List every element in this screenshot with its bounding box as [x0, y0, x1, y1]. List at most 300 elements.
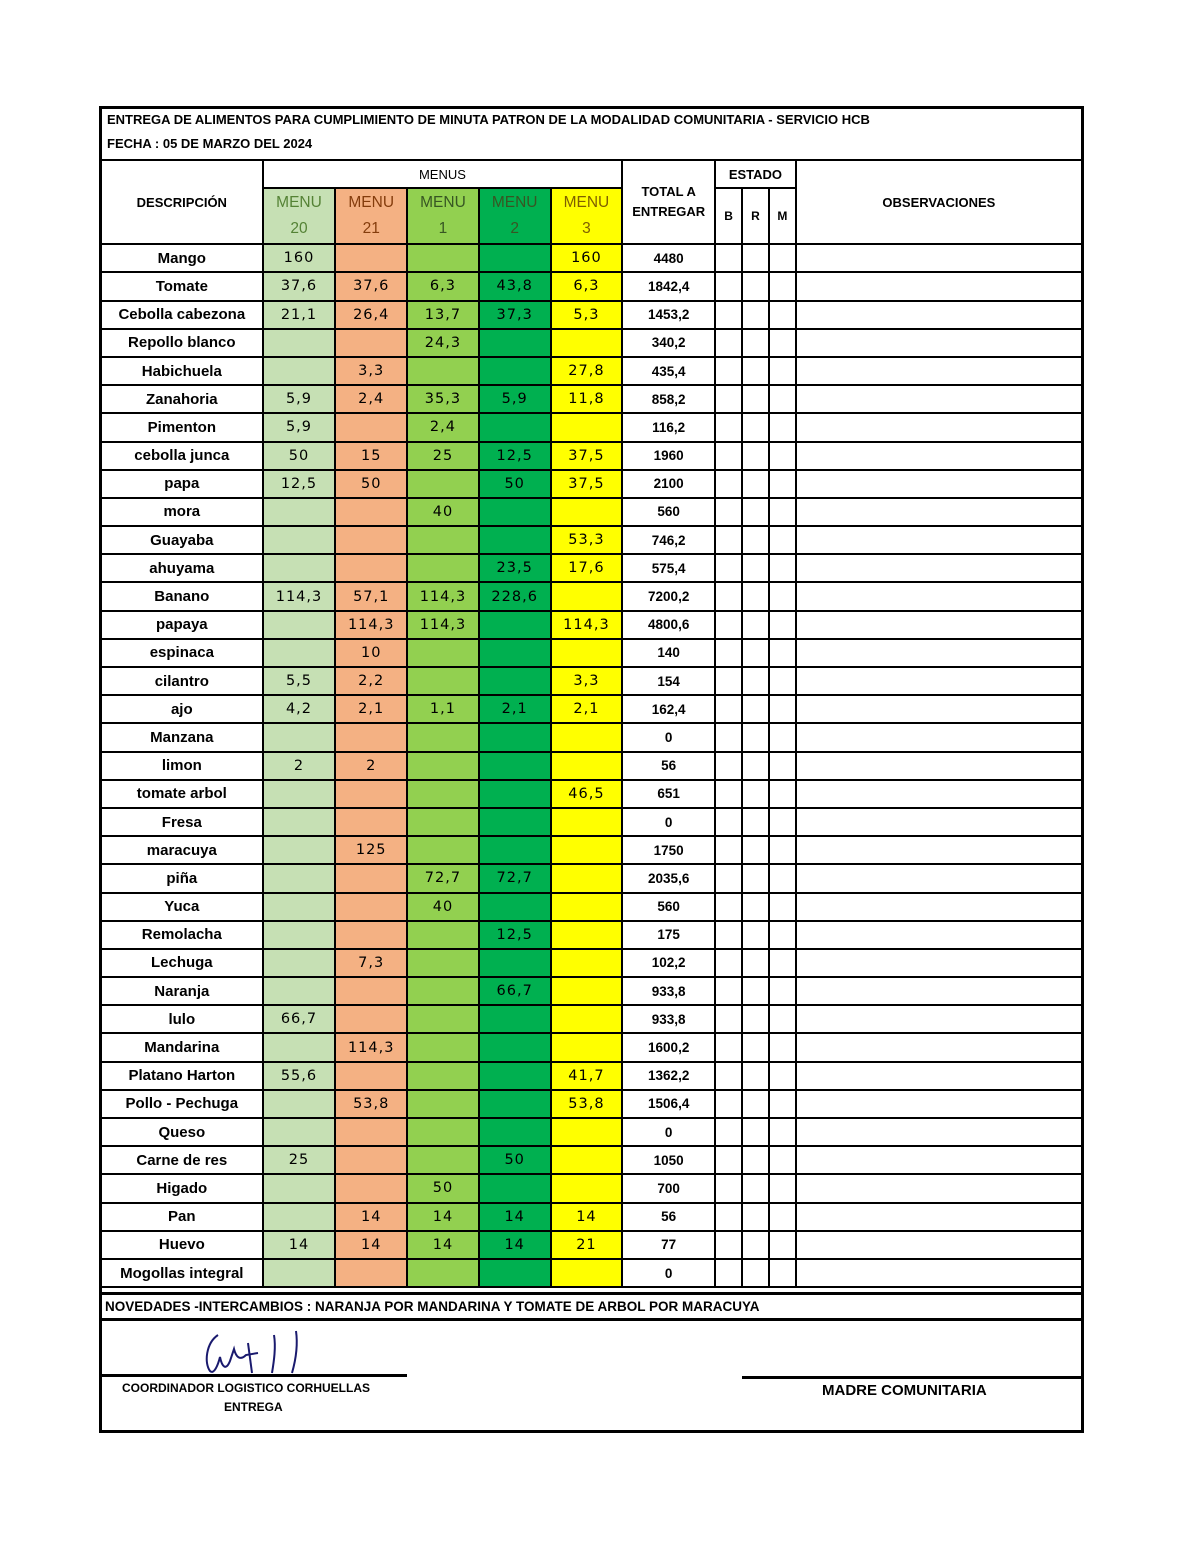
- table-row: [102, 272, 1081, 300]
- menu-2-quantity: [479, 1062, 551, 1090]
- menu-2-quantity: [479, 836, 551, 864]
- estado-m-cell[interactable]: [769, 921, 796, 949]
- menu-3-quantity: 41,7: [551, 1062, 623, 1090]
- food-description: tomate arbol: [102, 780, 263, 808]
- table-row: [102, 1005, 1081, 1033]
- food-description: ajo: [102, 695, 263, 723]
- menu-21-quantity: [335, 526, 407, 554]
- estado-b-cell[interactable]: [715, 329, 742, 357]
- estado-m-cell[interactable]: [769, 442, 796, 470]
- estado-m-cell[interactable]: [769, 413, 796, 441]
- observaciones-cell[interactable]: [796, 808, 1081, 836]
- table-row: [102, 1090, 1081, 1118]
- observaciones-cell[interactable]: [796, 667, 1081, 695]
- menu-2-quantity: [479, 893, 551, 921]
- menu-3-quantity: 53,3: [551, 526, 623, 554]
- estado-r-cell[interactable]: [742, 667, 769, 695]
- total-quantity: 858,2: [622, 385, 715, 413]
- table-row: [102, 949, 1081, 977]
- total-quantity: 2100: [622, 470, 715, 498]
- observaciones-cell[interactable]: [796, 1259, 1081, 1287]
- estado-b-header: B: [715, 188, 742, 244]
- menu-20-quantity: [263, 1118, 336, 1146]
- food-description: cebolla junca: [102, 442, 263, 470]
- estado-r-cell[interactable]: [742, 1118, 769, 1146]
- food-description: Manzana: [102, 723, 263, 751]
- observaciones-cell[interactable]: [796, 1005, 1081, 1033]
- table-row: [102, 329, 1081, 357]
- estado-r-cell[interactable]: [742, 1259, 769, 1287]
- observaciones-cell[interactable]: [796, 893, 1081, 921]
- estado-b-cell[interactable]: [715, 752, 742, 780]
- estado-b-cell[interactable]: [715, 1005, 742, 1033]
- observaciones-cell[interactable]: [796, 949, 1081, 977]
- total-quantity: 4800,6: [622, 611, 715, 639]
- estado-b-cell[interactable]: [715, 977, 742, 1005]
- menu-3-quantity: 11,8: [551, 385, 623, 413]
- estado-m-cell[interactable]: [769, 723, 796, 751]
- estado-m-cell[interactable]: [769, 752, 796, 780]
- observaciones-cell[interactable]: [796, 921, 1081, 949]
- total-quantity: 651: [622, 780, 715, 808]
- food-description: Pan: [102, 1203, 263, 1231]
- estado-r-cell[interactable]: [742, 526, 769, 554]
- observaciones-cell[interactable]: [796, 442, 1081, 470]
- table-row: [102, 1203, 1081, 1231]
- estado-r-cell[interactable]: [742, 780, 769, 808]
- menu-21-quantity: [335, 1062, 407, 1090]
- estado-b-cell[interactable]: [715, 1203, 742, 1231]
- total-quantity: 435,4: [622, 357, 715, 385]
- estado-b-cell[interactable]: [715, 1118, 742, 1146]
- estado-m-cell[interactable]: [769, 1203, 796, 1231]
- estado-b-cell[interactable]: [715, 244, 742, 272]
- estado-b-cell[interactable]: [715, 1062, 742, 1090]
- menu-3-quantity: [551, 752, 623, 780]
- menu-20-quantity: 66,7: [263, 1005, 336, 1033]
- menu-21-quantity: 14: [335, 1203, 407, 1231]
- observaciones-cell[interactable]: [796, 244, 1081, 272]
- menu-2-quantity: [479, 498, 551, 526]
- estado-m-cell[interactable]: [769, 329, 796, 357]
- menu-21-quantity: [335, 554, 407, 582]
- menu-3-quantity: 46,5: [551, 780, 623, 808]
- menu-2-quantity: 14: [479, 1231, 551, 1259]
- estado-b-cell[interactable]: [715, 1033, 742, 1061]
- estado-b-cell[interactable]: [715, 272, 742, 300]
- total-quantity: 0: [622, 1259, 715, 1287]
- menu-2-quantity: 43,8: [479, 272, 551, 300]
- menu-2-quantity: [479, 752, 551, 780]
- observaciones-cell[interactable]: [796, 526, 1081, 554]
- estado-m-cell[interactable]: [769, 836, 796, 864]
- observaciones-cell[interactable]: [796, 413, 1081, 441]
- menu-2-quantity: 14: [479, 1203, 551, 1231]
- total-quantity: 1842,4: [622, 272, 715, 300]
- total-quantity: 1453,2: [622, 301, 715, 329]
- menu-2-quantity: [479, 1259, 551, 1287]
- estado-b-cell[interactable]: [715, 498, 742, 526]
- observaciones-cell[interactable]: [796, 836, 1081, 864]
- estado-r-cell[interactable]: [742, 752, 769, 780]
- food-description: Yuca: [102, 893, 263, 921]
- estado-r-cell[interactable]: [742, 949, 769, 977]
- menu-2-quantity: 66,7: [479, 977, 551, 1005]
- estado-m-cell[interactable]: [769, 808, 796, 836]
- menu-21-quantity: [335, 1174, 407, 1202]
- observaciones-cell[interactable]: [796, 470, 1081, 498]
- menu-21-quantity: 114,3: [335, 611, 407, 639]
- menu-20-quantity: [263, 611, 336, 639]
- estado-b-cell[interactable]: [715, 1259, 742, 1287]
- estado-m-cell[interactable]: [769, 864, 796, 892]
- observaciones-cell[interactable]: [796, 695, 1081, 723]
- estado-m-cell[interactable]: [769, 498, 796, 526]
- food-description: maracuya: [102, 836, 263, 864]
- observaciones-cell[interactable]: [796, 329, 1081, 357]
- estado-m-cell[interactable]: [769, 526, 796, 554]
- food-description: Tomate: [102, 272, 263, 300]
- menu-1-quantity: 114,3: [407, 582, 479, 610]
- menu-1-quantity: 114,3: [407, 611, 479, 639]
- delivery-sheet: [99, 106, 1084, 1433]
- estado-m-cell[interactable]: [769, 1231, 796, 1259]
- observaciones-cell[interactable]: [796, 1146, 1081, 1174]
- estado-b-cell[interactable]: [715, 667, 742, 695]
- estado-r-cell[interactable]: [742, 554, 769, 582]
- observaciones-cell[interactable]: [796, 1090, 1081, 1118]
- food-description: Mogollas integral: [102, 1259, 263, 1287]
- menu-3-quantity: [551, 1174, 623, 1202]
- estado-r-cell[interactable]: [742, 498, 769, 526]
- menu-1-quantity: 6,3: [407, 272, 479, 300]
- menu-1-quantity: [407, 921, 479, 949]
- menu-21-quantity: [335, 921, 407, 949]
- food-description: Guayaba: [102, 526, 263, 554]
- estado-b-cell[interactable]: [715, 723, 742, 751]
- estado-m-cell[interactable]: [769, 1259, 796, 1287]
- menu-1-quantity: [407, 526, 479, 554]
- menu-20-quantity: [263, 1033, 336, 1061]
- estado-m-cell[interactable]: [769, 1005, 796, 1033]
- menu-21-quantity: [335, 1005, 407, 1033]
- estado-m-cell[interactable]: [769, 949, 796, 977]
- menu-20-quantity: 21,1: [263, 301, 336, 329]
- signature-image: [200, 1327, 320, 1377]
- menu-1-quantity: [407, 554, 479, 582]
- estado-r-cell[interactable]: [742, 301, 769, 329]
- menu-3-quantity: 3,3: [551, 667, 623, 695]
- estado-r-cell[interactable]: [742, 1174, 769, 1202]
- menu-2-quantity: [479, 1005, 551, 1033]
- menu-21-quantity: [335, 498, 407, 526]
- estado-m-cell[interactable]: [769, 639, 796, 667]
- observaciones-cell[interactable]: [796, 752, 1081, 780]
- observaciones-cell[interactable]: [796, 1174, 1081, 1202]
- menu-2-quantity: [479, 1118, 551, 1146]
- estado-r-cell[interactable]: [742, 611, 769, 639]
- estado-m-cell[interactable]: [769, 977, 796, 1005]
- estado-r-cell[interactable]: [742, 836, 769, 864]
- menu-1-quantity: 24,3: [407, 329, 479, 357]
- total-quantity: 154: [622, 667, 715, 695]
- estado-m-cell[interactable]: [769, 301, 796, 329]
- observaciones-cell[interactable]: [796, 301, 1081, 329]
- estado-b-cell[interactable]: [715, 526, 742, 554]
- menu-3-quantity: 5,3: [551, 301, 623, 329]
- estado-b-cell[interactable]: [715, 1231, 742, 1259]
- estado-r-cell[interactable]: [742, 808, 769, 836]
- table-row: [102, 1062, 1081, 1090]
- menu-3-quantity: 37,5: [551, 442, 623, 470]
- estado-b-cell[interactable]: [715, 949, 742, 977]
- menu-2-quantity: 5,9: [479, 385, 551, 413]
- menu-3-quantity: 27,8: [551, 357, 623, 385]
- menu-1-quantity: 40: [407, 498, 479, 526]
- food-description: Lechuga: [102, 949, 263, 977]
- menu-21-quantity: 2,1: [335, 695, 407, 723]
- estado-b-cell[interactable]: [715, 695, 742, 723]
- observaciones-cell[interactable]: [796, 1203, 1081, 1231]
- estado-m-cell[interactable]: [769, 554, 796, 582]
- menu-21-quantity: [335, 1259, 407, 1287]
- total-quantity: 575,4: [622, 554, 715, 582]
- menu-1-quantity: [407, 808, 479, 836]
- table-row: [102, 582, 1081, 610]
- estado-m-cell[interactable]: [769, 893, 796, 921]
- estado-m-cell[interactable]: [769, 357, 796, 385]
- estado-m-cell[interactable]: [769, 1174, 796, 1202]
- estado-m-cell[interactable]: [769, 470, 796, 498]
- estado-m-cell[interactable]: [769, 611, 796, 639]
- menu-20-quantity: [263, 723, 336, 751]
- menu-20-quantity: [263, 498, 336, 526]
- menu-1-quantity: 40: [407, 893, 479, 921]
- menu-21-quantity: 114,3: [335, 1033, 407, 1061]
- menu-3-quantity: 17,6: [551, 554, 623, 582]
- estado-b-cell[interactable]: [715, 470, 742, 498]
- estado-m-cell[interactable]: [769, 695, 796, 723]
- total-quantity: 1506,4: [622, 1090, 715, 1118]
- menu-3-quantity: [551, 329, 623, 357]
- menu-2-quantity: [479, 723, 551, 751]
- food-description: Fresa: [102, 808, 263, 836]
- estado-b-cell[interactable]: [715, 442, 742, 470]
- estado-b-cell[interactable]: [715, 639, 742, 667]
- estado-header: ESTADO: [715, 160, 796, 188]
- estado-r-cell[interactable]: [742, 413, 769, 441]
- menu-20-quantity: 25: [263, 1146, 336, 1174]
- estado-b-cell[interactable]: [715, 893, 742, 921]
- menu-2-quantity: 228,6: [479, 582, 551, 610]
- estado-r-cell[interactable]: [742, 639, 769, 667]
- menu-21-quantity: [335, 808, 407, 836]
- estado-m-cell[interactable]: [769, 1118, 796, 1146]
- estado-b-cell[interactable]: [715, 921, 742, 949]
- menu-21-quantity: [335, 977, 407, 1005]
- estado-r-cell[interactable]: [742, 1231, 769, 1259]
- menu-1-quantity: 72,7: [407, 864, 479, 892]
- estado-m-cell[interactable]: [769, 1146, 796, 1174]
- estado-b-cell[interactable]: [715, 301, 742, 329]
- observaciones-cell[interactable]: [796, 977, 1081, 1005]
- observaciones-cell[interactable]: [796, 582, 1081, 610]
- observaciones-cell[interactable]: [796, 385, 1081, 413]
- estado-r-cell[interactable]: [742, 329, 769, 357]
- total-quantity: 77: [622, 1231, 715, 1259]
- estado-r-cell[interactable]: [742, 582, 769, 610]
- estado-b-cell[interactable]: [715, 1146, 742, 1174]
- menu-2-quantity: [479, 1174, 551, 1202]
- estado-m-cell[interactable]: [769, 667, 796, 695]
- observaciones-cell[interactable]: [796, 639, 1081, 667]
- menu-20-quantity: 114,3: [263, 582, 336, 610]
- observaciones-cell[interactable]: [796, 1033, 1081, 1061]
- total-quantity: 1750: [622, 836, 715, 864]
- menu-2-quantity: 12,5: [479, 442, 551, 470]
- estado-r-cell[interactable]: [742, 893, 769, 921]
- food-description: mora: [102, 498, 263, 526]
- food-description: Mandarina: [102, 1033, 263, 1061]
- menu-3-quantity: 114,3: [551, 611, 623, 639]
- estado-b-cell[interactable]: [715, 413, 742, 441]
- menu-1-quantity: [407, 723, 479, 751]
- estado-b-cell[interactable]: [715, 357, 742, 385]
- estado-r-cell[interactable]: [742, 357, 769, 385]
- menu-1-quantity: [407, 1090, 479, 1118]
- estado-b-cell[interactable]: [715, 1090, 742, 1118]
- estado-r-cell[interactable]: [742, 244, 769, 272]
- menu-1-quantity: [407, 780, 479, 808]
- estado-r-cell[interactable]: [742, 385, 769, 413]
- estado-r-cell[interactable]: [742, 1005, 769, 1033]
- total-quantity: 140: [622, 639, 715, 667]
- estado-r-cell[interactable]: [742, 977, 769, 1005]
- estado-b-cell[interactable]: [715, 611, 742, 639]
- observaciones-cell[interactable]: [796, 498, 1081, 526]
- estado-r-cell[interactable]: [742, 723, 769, 751]
- estado-m-cell[interactable]: [769, 244, 796, 272]
- estado-b-cell[interactable]: [715, 582, 742, 610]
- total-quantity: 4480: [622, 244, 715, 272]
- estado-b-cell[interactable]: [715, 780, 742, 808]
- total-quantity: 1050: [622, 1146, 715, 1174]
- menu-2-quantity: [479, 1033, 551, 1061]
- menu-21-quantity: [335, 329, 407, 357]
- estado-m-cell[interactable]: [769, 1090, 796, 1118]
- menu-2-quantity: [479, 611, 551, 639]
- menu-21-quantity: 2: [335, 752, 407, 780]
- menu-1-quantity: [407, 470, 479, 498]
- menu-1-quantity: 2,4: [407, 413, 479, 441]
- total-quantity: 56: [622, 752, 715, 780]
- estado-b-cell[interactable]: [715, 1174, 742, 1202]
- menu-2-quantity: 2,1: [479, 695, 551, 723]
- observaciones-cell[interactable]: [796, 723, 1081, 751]
- total-quantity: 933,8: [622, 977, 715, 1005]
- estado-r-cell[interactable]: [742, 442, 769, 470]
- estado-r-cell[interactable]: [742, 1062, 769, 1090]
- observaciones-cell[interactable]: [796, 1231, 1081, 1259]
- menu-20-quantity: [263, 1174, 336, 1202]
- menu-20-quantity: [263, 893, 336, 921]
- observaciones-cell[interactable]: [796, 611, 1081, 639]
- menu-20-quantity: [263, 808, 336, 836]
- estado-r-cell[interactable]: [742, 1146, 769, 1174]
- menu-2-quantity: [479, 667, 551, 695]
- observaciones-cell[interactable]: [796, 272, 1081, 300]
- table-row: [102, 244, 1081, 272]
- total-quantity: 56: [622, 1203, 715, 1231]
- total-quantity: 340,2: [622, 329, 715, 357]
- estado-b-cell[interactable]: [715, 836, 742, 864]
- table-row: [102, 611, 1081, 639]
- estado-r-cell[interactable]: [742, 864, 769, 892]
- menu-20-quantity: 50: [263, 442, 336, 470]
- menu-21-quantity: 10: [335, 639, 407, 667]
- estado-m-cell[interactable]: [769, 582, 796, 610]
- menu-20-quantity: [263, 977, 336, 1005]
- novedades-text: NOVEDADES -INTERCAMBIOS : NARANJA POR MANDARINA Y TOMATE DE ARBOL POR MARACUYA: [105, 1299, 760, 1314]
- menu-2-quantity: [479, 639, 551, 667]
- menu-2-quantity: [479, 808, 551, 836]
- menu-3-quantity: [551, 921, 623, 949]
- observaciones-cell[interactable]: [796, 1118, 1081, 1146]
- observaciones-cell[interactable]: [796, 864, 1081, 892]
- estado-b-cell[interactable]: [715, 385, 742, 413]
- menu-1-quantity: [407, 1033, 479, 1061]
- estado-r-cell[interactable]: [742, 272, 769, 300]
- estado-b-cell[interactable]: [715, 808, 742, 836]
- menu-3-quantity: [551, 413, 623, 441]
- estado-r-cell[interactable]: [742, 1090, 769, 1118]
- observaciones-cell[interactable]: [796, 780, 1081, 808]
- coordinator-label: COORDINADOR LOGISTICO CORHUELLAS: [122, 1381, 370, 1395]
- estado-b-cell[interactable]: [715, 864, 742, 892]
- table-row: [102, 780, 1081, 808]
- estado-r-cell[interactable]: [742, 921, 769, 949]
- estado-r-cell[interactable]: [742, 1033, 769, 1061]
- menu-3-quantity: [551, 1146, 623, 1174]
- table-row: [102, 413, 1081, 441]
- food-description: Cebolla cabezona: [102, 301, 263, 329]
- menu-3-quantity: [551, 639, 623, 667]
- observaciones-cell[interactable]: [796, 357, 1081, 385]
- observaciones-cell[interactable]: [796, 554, 1081, 582]
- estado-m-cell[interactable]: [769, 1062, 796, 1090]
- observaciones-cell[interactable]: [796, 1062, 1081, 1090]
- food-delivery-table: [102, 159, 1081, 1288]
- menu-1-quantity: 25: [407, 442, 479, 470]
- estado-r-cell[interactable]: [742, 1203, 769, 1231]
- estado-m-cell[interactable]: [769, 272, 796, 300]
- menu-20-quantity: [263, 554, 336, 582]
- food-description: Zanahoria: [102, 385, 263, 413]
- estado-m-cell[interactable]: [769, 385, 796, 413]
- menu-20-quantity: [263, 836, 336, 864]
- menu-20-quantity: 14: [263, 1231, 336, 1259]
- menu-2-header: MENU 2: [479, 188, 551, 244]
- estado-b-cell[interactable]: [715, 554, 742, 582]
- table-row: [102, 808, 1081, 836]
- estado-r-cell[interactable]: [742, 695, 769, 723]
- estado-r-cell[interactable]: [742, 470, 769, 498]
- estado-r-header: R: [742, 188, 769, 244]
- estado-m-cell[interactable]: [769, 780, 796, 808]
- table-row: [102, 977, 1081, 1005]
- estado-m-cell[interactable]: [769, 1033, 796, 1061]
- table-row: [102, 864, 1081, 892]
